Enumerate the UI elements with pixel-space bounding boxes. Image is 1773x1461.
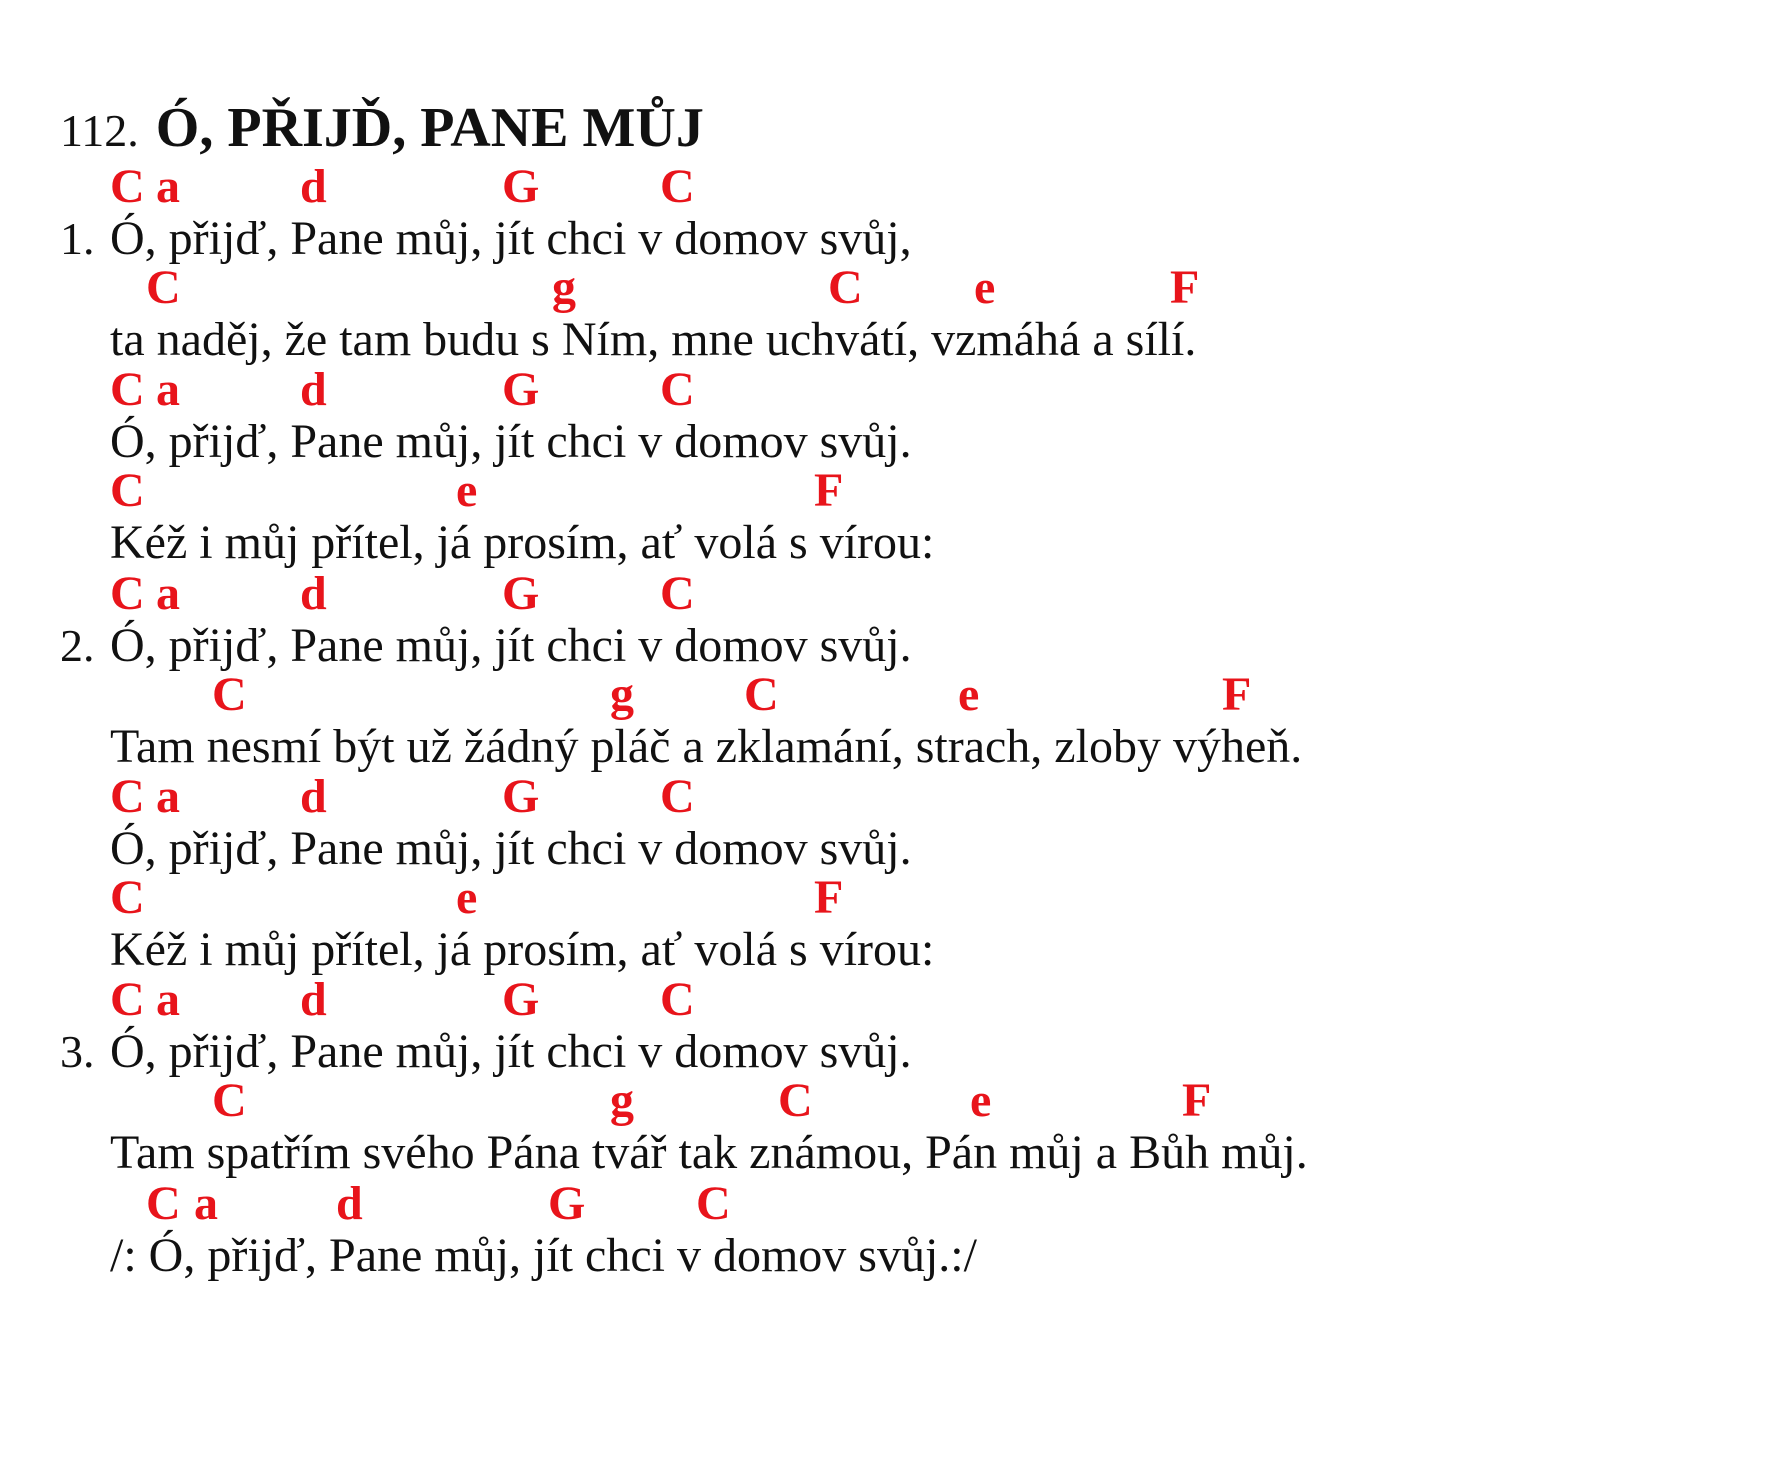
chord-symbol: G <box>502 363 540 416</box>
chord-symbol: a <box>156 363 180 416</box>
chord-symbol: a <box>156 567 180 620</box>
chord-symbol: d <box>300 567 327 620</box>
chord-symbol: e <box>970 1074 992 1127</box>
chord-symbol: e <box>958 668 980 721</box>
lyric-text: Ó, přijď, Pane můj, jít chci v domov svůj. <box>110 415 912 468</box>
chord-symbol: d <box>300 160 327 213</box>
verse-number: 2. <box>60 620 95 671</box>
chord-symbol: a <box>156 160 180 213</box>
chord-symbol: F <box>1170 261 1200 314</box>
chord-symbol: C <box>146 261 181 314</box>
chord-symbol: C <box>110 363 145 416</box>
chord-symbol: F <box>814 464 844 517</box>
chord-symbol: C <box>660 567 695 620</box>
chord-symbol: C <box>660 160 695 213</box>
lyric-text: Ó, přijď, Pane můj, jít chci v domov svůj. <box>110 1025 912 1078</box>
chord-symbol: d <box>300 770 327 823</box>
song-heading <box>60 96 704 163</box>
chord-symbol: C <box>212 1074 247 1127</box>
song-number: 112. <box>60 105 139 156</box>
chord-symbol: e <box>974 261 996 314</box>
chord-symbol: a <box>156 973 180 1026</box>
chord-symbol: C <box>110 567 145 620</box>
chord-symbol: C <box>660 363 695 416</box>
lyric-text: Kéž i můj přítel, já prosím, ať volá s vírou: <box>110 923 935 976</box>
lyric-text: Ó, přijď, Pane můj, jít chci v domov svůj. <box>110 822 912 875</box>
chord-symbol: C <box>660 973 695 1026</box>
chord-symbol: G <box>502 973 540 1026</box>
chord-symbol: G <box>502 770 540 823</box>
chord-symbol: F <box>814 871 844 924</box>
verse-number: 1. <box>60 213 95 264</box>
lyric-text: ta naděj, že tam budu s Ním, mne uchvátí, vzmáhá a sílí. <box>110 313 1197 366</box>
chord-symbol: C <box>110 770 145 823</box>
lyric-text: Kéž i můj přítel, já prosím, ať volá s vírou: <box>110 516 935 569</box>
chord-symbol: C <box>744 668 779 721</box>
chord-symbol: C <box>828 261 863 314</box>
chord-symbol: C <box>212 668 247 721</box>
chord-symbol: a <box>156 770 180 823</box>
chord-symbol: g <box>610 1074 634 1127</box>
chord-symbol: C <box>110 871 145 924</box>
chord-symbol: G <box>502 567 540 620</box>
chord-symbol: g <box>610 668 634 721</box>
chord-symbol: e <box>456 464 478 517</box>
chord-symbol: G <box>548 1177 586 1230</box>
chord-symbol: C <box>110 160 145 213</box>
chord-symbol: d <box>300 973 327 1026</box>
verse-number: 3. <box>60 1026 95 1077</box>
chord-symbol: d <box>336 1177 363 1230</box>
lyric-text: Tam nesmí být už žádný pláč a zklamání, strach, zloby výheň. <box>110 720 1303 773</box>
chord-symbol: F <box>1182 1074 1212 1127</box>
lyric-text: Ó, přijď, Pane můj, jít chci v domov svůj. <box>110 619 912 672</box>
chord-symbol: C <box>110 464 145 517</box>
chord-symbol: C <box>696 1177 731 1230</box>
chord-symbol: C <box>110 973 145 1026</box>
song-title: Ó, PŘIJĎ, PANE MŮJ <box>155 97 704 159</box>
lyric-text: Tam spatřím svého Pána tvář tak známou, Pán můj a Bůh můj. <box>110 1126 1308 1179</box>
chord-symbol: F <box>1222 668 1252 721</box>
chord-symbol: C <box>146 1177 181 1230</box>
chord-symbol: C <box>778 1074 813 1127</box>
chord-symbol: G <box>502 160 540 213</box>
chord-symbol: d <box>300 363 327 416</box>
chord-symbol: a <box>194 1177 218 1230</box>
lyric-text: /: Ó, přijď, Pane můj, jít chci v domov svůj.:/ <box>110 1229 977 1282</box>
chord-symbol: g <box>552 261 576 314</box>
chord-symbol: e <box>456 871 478 924</box>
lyric-text: Ó, přijď, Pane můj, jít chci v domov svůj, <box>110 212 912 265</box>
chord-symbol: C <box>660 770 695 823</box>
